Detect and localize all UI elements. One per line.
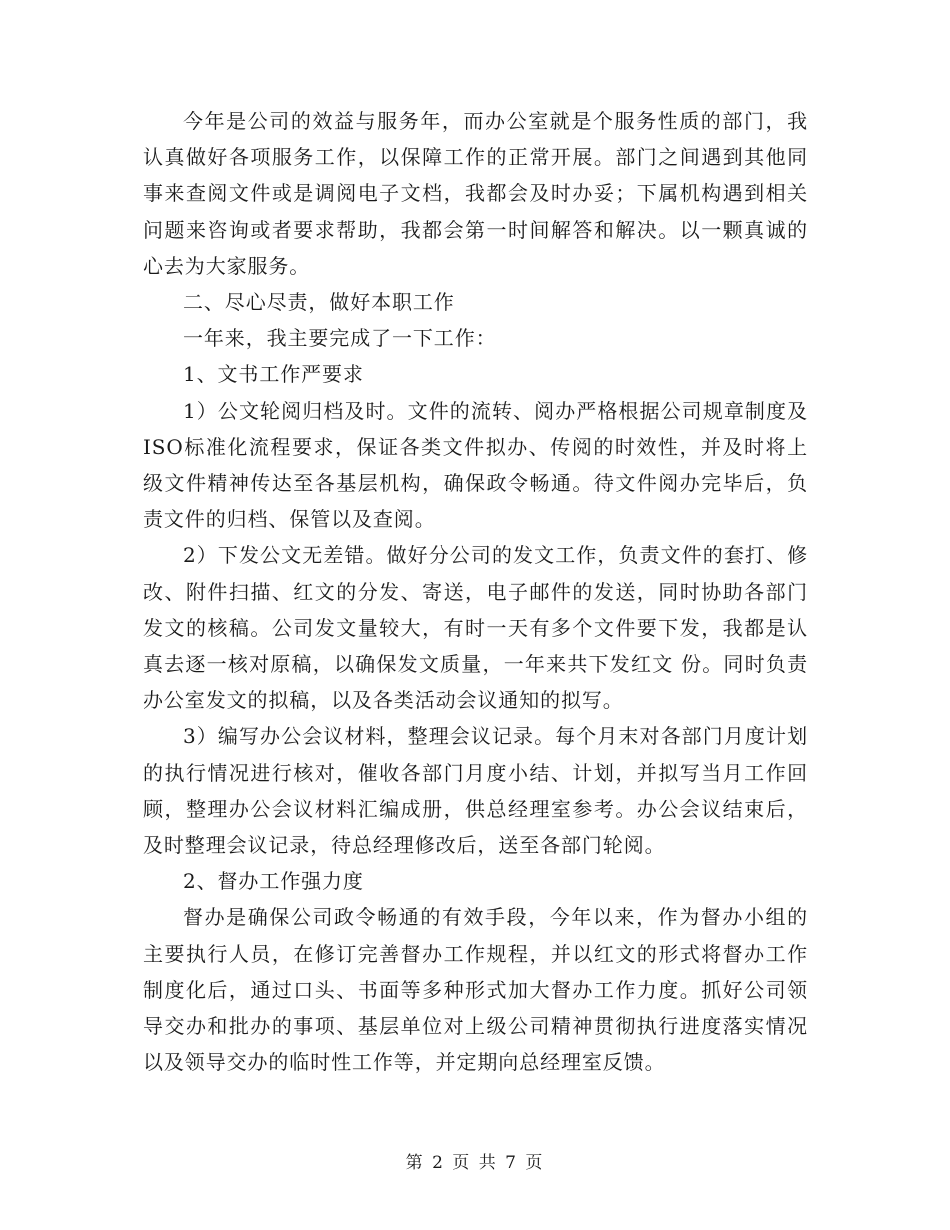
paragraph-item-3: 3）编写办公会议材料，整理会议记录。每个月末对各部门月度计划的执行情况进行核对，催收各部门月度小结、计划，并拟写当月工作回顾，整理办公会议材料汇编成册，供总经理室参考。办公会议结束后，及时整理会议记录，待总经理修改后，送至各部门轮阅。 [143, 724, 808, 858]
paragraph-summary: 一年来，我主要完成了一下工作： [183, 326, 497, 351]
paragraph-item-2: 2）下发公文无差错。做好分公司的发文工作，负责文件的套打、修改、附件扫描、红文的分发、寄送，电子邮件的发送，同时协助各部门发文的核稿。公司发文量较大，有时一天有多个文件要下发，我都是认真去逐一核对原稿，以确保发文质量，一年来共下发红文 份。同时负责办公室发文的拟稿，以及各类活动会议通知的拟写。 [143, 543, 808, 713]
paragraph-item-1: 1）公文轮阅归档及时。文件的流转、阅办严格根据公司规章制度及ISO标准化流程要求，保证各类文件拟办、传阅的时效性，并及时将上级文件精神传达至各基层机构，确保政令畅通。待文件阅办完毕后，负责文件的归档、保管以及查阅。 [143, 398, 808, 532]
section-heading-2: 二、尽心尽责，做好本职工作 [183, 290, 455, 315]
paragraph-intro: 今年是公司的效益与服务年，而办公室就是个服务性质的部门，我认真做好各项服务工作，以保障工作的正常开展。部门之间遇到其他同事来查阅文件或是调阅电子文档，我都会及时办妥；下属机构遇到相关问题来咨询或者要求帮助，我都会第一时间解答和解决。以一颗真诚的心去为大家服务。 [143, 109, 808, 278]
subsection-heading-1: 1、文书工作严要求 [183, 362, 364, 387]
document-body [143, 103, 808, 1080]
paragraph-supervision: 督办是确保公司政令畅通的有效手段，今年以来，作为督办小组的主要执行人员，在修订完善督办工作规程，并以红文的形式将督办工作制度化后，通过口头、书面等多种形式加大督办工作力度。抓好公司领导交办和批办的事项、基层单位对上级公司精神贯彻执行进度落实情况以及领导交办的临时性工作等，并定期向总经理室反馈。 [143, 905, 808, 1075]
page-number-footer: 第 2 页 共 7 页 [405, 1153, 545, 1173]
subsection-heading-2: 2、督办工作强力度 [183, 869, 364, 894]
